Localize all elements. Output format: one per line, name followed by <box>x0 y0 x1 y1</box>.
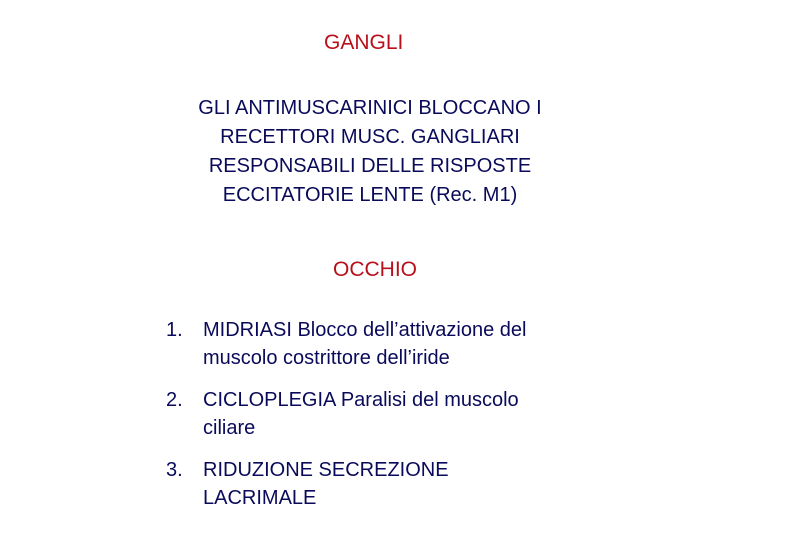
occhio-heading: OCCHIO <box>333 258 417 281</box>
list-item <box>166 386 686 442</box>
list-item-number: 1. <box>166 319 183 341</box>
list-item <box>166 316 686 372</box>
list-item-line: ciliare <box>203 417 256 439</box>
list-item-number: 2. <box>166 389 183 411</box>
list-item-number: 3. <box>166 459 183 481</box>
paragraph-line: ECCITATORIE LENTE (Rec. M1) <box>222 184 518 206</box>
list-item-line: CICLOPLEGIA Paralisi del muscolo <box>203 389 519 411</box>
list-item <box>166 456 686 512</box>
list-item-line: RIDUZIONE SECREZIONE <box>203 459 449 481</box>
antimuscarinic-paragraph <box>120 94 620 210</box>
effects-list <box>166 316 686 526</box>
paragraph-line: RECETTORI MUSC. GANGLIARI <box>220 126 520 148</box>
list-item-line: LACRIMALE <box>203 487 317 509</box>
list-item-line: MIDRIASI Blocco dell’attivazione del <box>203 319 527 341</box>
paragraph-line: RESPONSABILI DELLE RISPOSTE <box>208 155 532 177</box>
gangli-heading: GANGLI <box>324 31 404 54</box>
list-item-line: muscolo costrittore dell’iride <box>203 347 450 369</box>
paragraph-line: GLI ANTIMUSCARINICI BLOCCANO I <box>198 97 542 119</box>
